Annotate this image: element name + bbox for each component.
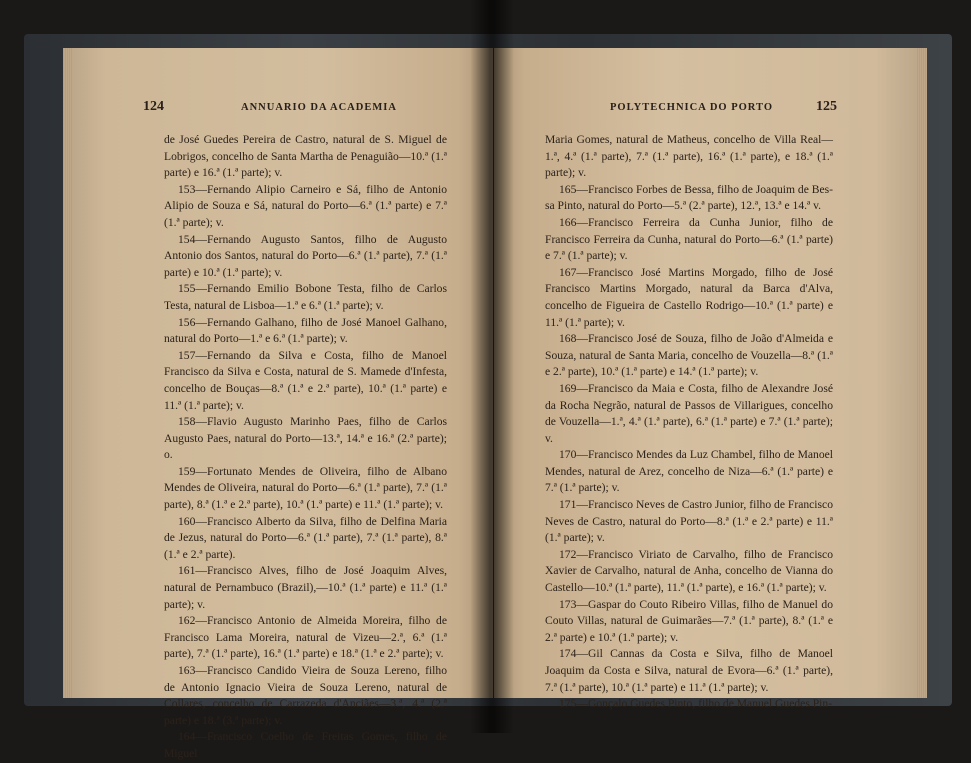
page-number: 124 [143, 99, 164, 114]
left-page [63, 48, 493, 760]
running-header: ANNUARIO DA ACADEMIA [241, 102, 397, 113]
entry-paragraph: 174—Gil Cannas da Costa e Silva, filho de Manoel Joaquim da Costa e Silva, natural de Evora—6.ª (1.ª parte), 7.ª (1.ª parte), 10.ª (1.ª parte) e 11.ª (1.ª parte); v. [545, 647, 833, 694]
entry-paragraph: 163—Francisco Candido Vieira de Souza Lereno, filho de Antonio Ignacio Vieira de Souza Lereno, natural de Collares, concelho de Carrazeda d'Anciães—3.ª, 4.ª (2.ª parte) e 18.ª (3.ª parte); v. [164, 664, 447, 727]
page-edge [917, 48, 927, 698]
entry-paragraph: 172—Francisco Viriato de Carvalho, filho de Francisco Xavier de Carvalho, natural de Anha, concelho de Vianna do Castello—10.ª (1.ª parte), 11.ª (1.ª parte), e 16.ª (1.ª parte); v. [545, 547, 833, 595]
entry-paragraph: 166—Francisco Ferreira da Cunha Junior, filho de Francisco Ferreira da Cunha, natural do Porto—6.ª (1.ª parte) e 7.ª (1.ª parte); v. [545, 215, 833, 263]
book-gutter [470, 0, 514, 733]
entry-paragraph: 154—Fernando Augusto Santos, filho de Augusto Antonio dos Santos, natural do Porto—6.ª (1.ª parte), 7.ª (1.ª parte) e 10.ª (1.ª parte); v. [164, 232, 447, 279]
entry-paragraph: 169—Francisco da Maia e Costa, filho de Alexandre José da Rocha Negrão, natural de Passos de Villarigues, concelho de Vouzella—1.ª, 4.ª (1.ª parte), 6.ª (1.ª parte) e 7.ª (1.ª parte); v. [545, 381, 833, 445]
entry-paragraph: 158—Flavio Augusto Marinho Paes, filho de Carlos Augusto Paes, natural do Porto—13.ª, 14.ª e 16.ª (2.ª parte); o. [164, 415, 447, 462]
entry-paragraph: 162—Francisco Antonio de Almeida Moreira, filho de Francisco Lama Moreira, natural de Vizeu—2.ª, 6.ª (1.ª parte), 7.ª (1.ª parte), 16.ª (1.ª parte) e 18.ª (1.ª e 2.ª parte); v. [164, 614, 447, 661]
entry-paragraph: 161—Francisco Alves, filho de José Joaquim Alves, natural de Pernambuco (Brazil),—10.ª (1.ª parte) e 11.ª (1.ª parte); v. [164, 564, 447, 611]
entry-paragraph: 159—Fortunato Mendes de Oliveira, filho de Albano Mendes de Oliveira, natural do Porto—6.ª (1.ª parte), 7.ª (1.ª parte), 8.ª (1.ª e 2.ª parte), 10.ª (1.ª parte) e 11.ª (1.ª parte); v. [164, 464, 447, 512]
entry-paragraph: 153—Fernando Alipio Carneiro e Sá, filho de Antonio Alipio de Souza e Sá, natural do Porto—6.ª (1.ª parte) e 7.ª (1.ª parte); v. [164, 182, 447, 229]
page-body [164, 132, 447, 763]
right-page [494, 48, 927, 711]
entry-paragraph: 173—Gaspar do Couto Ribeiro Villas, filho de Manuel do Couto Villas, natural de Guimarães—7.ª (1.ª parte), 8.ª (1.ª e 2.ª parte) e 10.ª (1.ª parte); v. [545, 597, 833, 644]
entry-paragraph: 160—Francisco Alberto da Silva, filho de Delfina Maria de Jezus, natural do Porto—6.ª (1.ª parte), 7.ª (1.ª parte), 8.ª (1.ª e 2.ª parte). [164, 514, 447, 561]
entry-paragraph: 165—Francisco Forbes de Bessa, filho de Joaquim de Bes-sa Pinto, natural do Porto—5.ª (2.ª parte), 12.ª, 13.ª e 14.ª v. [545, 182, 834, 213]
entry-paragraph: Maria Gomes, natural de Matheus, concelho de Villa Real—1.ª, 4.ª (1.ª parte), 7.ª (1.ª parte), 16.ª (1.ª parte), e 18.ª (1.ª parte); v. [545, 133, 833, 180]
page-number: 125 [816, 99, 837, 114]
entry-paragraph: de José Guedes Pereira de Castro, natural de S. Miguel de Lobrigos, concelho de Santa Martha de Penaguião—10.ª (1.ª parte) e 16.ª (1.ª parte); v. [164, 133, 447, 180]
page-body [545, 132, 833, 713]
page-edge [63, 48, 73, 698]
entry-paragraph: 156—Fernando Galhano, filho de José Manoel Galhano, natural do Porto—1.ª e 6.ª (1.ª parte); v. [164, 315, 447, 346]
entry-paragraph: 167—Francisco José Martins Morgado, filho de José Francisco Martins Morgado, natural da Barca d'Alva, concelho de Figueira de Castello Rodrigo—10.ª (1.ª parte) e 11.ª (1.ª parte); v. [545, 265, 833, 329]
entry-paragraph: 171—Francisco Neves de Castro Junior, filho de Francisco Neves de Castro, natural do Porto—8.ª (1.ª e 2.ª parte) e 11.ª (1.ª parte); v. [545, 498, 833, 545]
entry-paragraph: 155—Fernando Emilio Bobone Testa, filho de Carlos Testa, natural de Lisboa—1.ª e 6.ª (1.ª parte); v. [164, 282, 447, 312]
entry-paragraph: 170—Francisco Mendes da Luz Chambel, filho de Manoel Mendes, natural de Arez, concelho de Niza—6.ª (1.ª parte) e 7.ª (1.ª parte); v. [545, 448, 833, 495]
running-header: POLYTECHNICA DO PORTO [610, 102, 773, 113]
entry-paragraph: 168—Francisco José de Souza, filho de João d'Almeida e Souza, natural de Santa Maria, concelho de Vouzella—8.ª (1.ª e 2.ª parte), 10.ª (1.ª parte) e 14.ª (1.ª parte); v. [545, 332, 833, 379]
entry-paragraph: 175—Gonçalo Guedes Pinto, filho de Manuel Guedes Pin- [559, 697, 833, 711]
entry-paragraph: 157—Fernando da Silva e Costa, filho de Manoel Francisco da Silva e Costa, natural de S. Mamede d'Infesta, concelho de Bouças—8.ª (1.ª e 2.ª parte), 10.ª (1.ª parte) e 11.ª (1.ª parte); v. [164, 348, 447, 412]
entry-paragraph: 164—Francisco Coelho de Freitas Gomes, filho de Miguel [164, 730, 447, 760]
